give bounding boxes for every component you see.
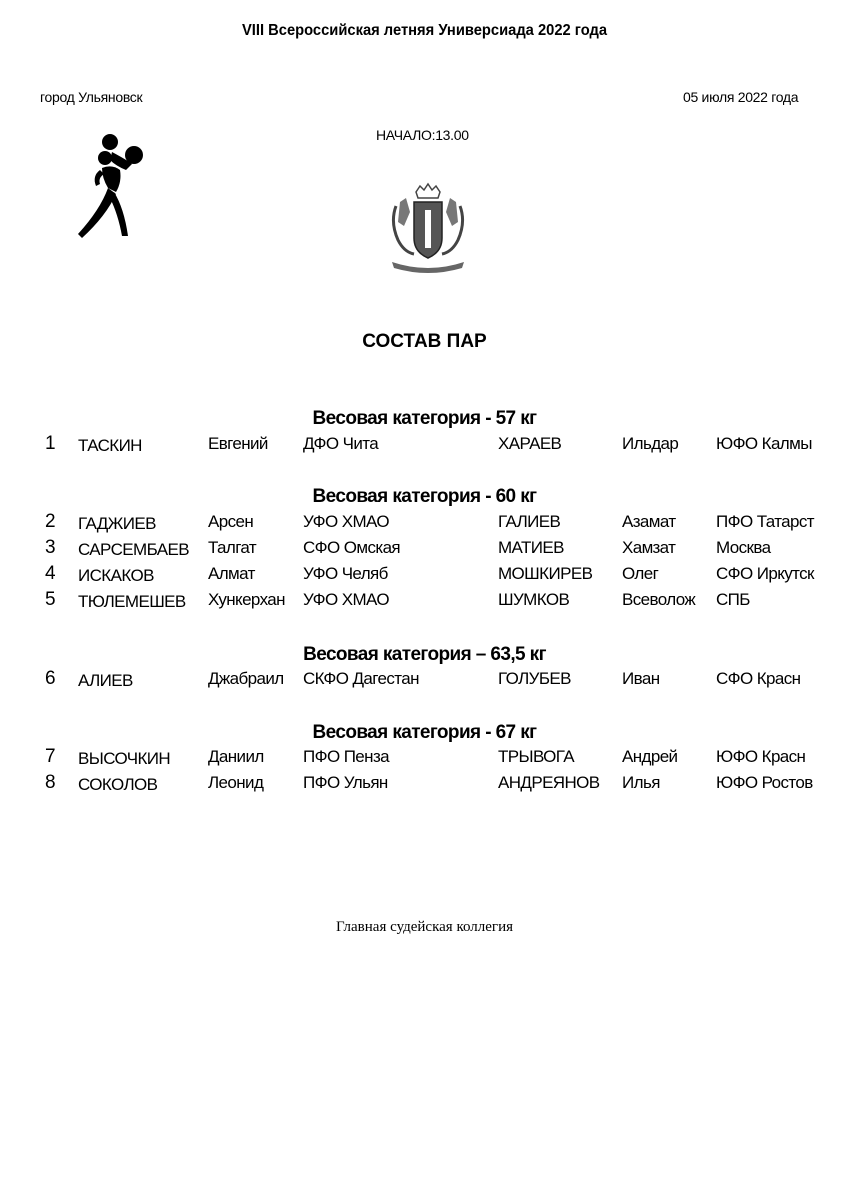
red-surname: ТАСКИН [78, 436, 142, 455]
red-region: СФО Омская [303, 538, 401, 557]
blue-first-name: Хамзат [622, 538, 676, 557]
weight-category-heading: Весовая категория - 60 кг [312, 486, 537, 507]
red-first-name: Евгений [208, 434, 268, 453]
pair-number: 1 [45, 433, 55, 454]
blue-first-name: Всеволож [622, 590, 696, 609]
pair-row [0, 434, 849, 458]
blue-surname: МАТИЕВ [498, 538, 564, 557]
red-first-name: Арсен [208, 512, 254, 531]
pair-number: 8 [45, 772, 55, 793]
blue-first-name: Илья [622, 773, 660, 792]
blue-region: ЮФО Красн [716, 747, 806, 766]
pair-row [0, 538, 849, 562]
date: 05 июля 2022 года [683, 89, 799, 105]
blue-region: СПБ [716, 590, 750, 609]
blue-region: ПФО Татарст [716, 512, 814, 531]
pair-row [0, 590, 849, 614]
weight-category-heading: Весовая категория - 57 кг [312, 408, 537, 429]
blue-first-name: Азамат [622, 512, 676, 531]
blue-surname: ГАЛИЕВ [498, 512, 561, 531]
pair-row [0, 747, 849, 771]
blue-surname: ХАРАЕВ [498, 434, 562, 453]
blue-region: ЮФО Ростов [716, 773, 813, 792]
pair-row [0, 669, 849, 693]
blue-first-name: Олег [622, 564, 659, 583]
blue-surname: МОШКИРЕВ [498, 564, 593, 583]
red-region: СКФО Дагестан [303, 669, 419, 688]
start-time: НАЧАЛО:13.00 [376, 127, 469, 143]
red-surname: ГАДЖИЕВ [78, 514, 156, 533]
pair-number: 3 [45, 537, 55, 558]
red-region: ДФО Чита [303, 434, 379, 453]
red-surname: АЛИЕВ [78, 671, 133, 690]
footer-signature: Главная судейская коллегия [336, 919, 513, 935]
blue-surname: ШУМКОВ [498, 590, 570, 609]
blue-region: ЮФО Калмы [716, 434, 812, 453]
red-first-name: Хункерхан [208, 590, 285, 609]
red-first-name: Джабраил [208, 669, 284, 688]
blue-surname: ГОЛУБЕВ [498, 669, 571, 688]
pair-number: 6 [45, 668, 55, 689]
event-title: VIII Всероссийская летняя Универсиада 2022 года [241, 22, 608, 39]
pair-number: 4 [45, 563, 55, 584]
blue-first-name: Ильдар [622, 434, 679, 453]
red-region: УФО Челяб [303, 564, 388, 583]
weight-category-heading: Весовая категория - 67 кг [312, 722, 537, 743]
pair-row [0, 512, 849, 536]
red-surname: ТЮЛЕМЕШЕВ [78, 592, 186, 611]
blue-region: СФО Красн [716, 669, 801, 688]
pair-number: 5 [45, 589, 55, 610]
red-first-name: Даниил [208, 747, 264, 766]
blue-region: Москва [716, 538, 771, 557]
document-title: СОСТАВ ПАР [362, 331, 487, 352]
pair-row [0, 564, 849, 588]
ulyanovsk-coat-of-arms-icon [386, 182, 470, 274]
blue-surname: АНДРЕЯНОВ [498, 773, 600, 792]
red-first-name: Алмат [208, 564, 255, 583]
red-surname: СОКОЛОВ [78, 775, 158, 794]
weight-category-heading: Весовая категория – 63,5 кг [303, 644, 546, 665]
red-surname: ИСКАКОВ [78, 566, 154, 585]
blue-surname: ТРЫВОГА [498, 747, 574, 766]
blue-first-name: Иван [622, 669, 660, 688]
red-surname: САРСЕМБАЕВ [78, 540, 189, 559]
red-region: УФО ХМАО [303, 590, 389, 609]
pair-number: 7 [45, 746, 55, 767]
red-region: ПФО Пенза [303, 747, 389, 766]
red-region: ПФО Ульян [303, 773, 388, 792]
city: город Ульяновск [40, 89, 143, 105]
pair-number: 2 [45, 511, 55, 532]
pair-row [0, 773, 849, 797]
red-surname: ВЫСОЧКИН [78, 749, 171, 768]
blue-region: СФО Иркутск [716, 564, 814, 583]
blue-first-name: Андрей [622, 747, 678, 766]
red-region: УФО ХМАО [303, 512, 389, 531]
red-first-name: Талгат [208, 538, 257, 557]
red-first-name: Леонид [208, 773, 264, 792]
boxer-pictogram-icon [72, 130, 157, 240]
